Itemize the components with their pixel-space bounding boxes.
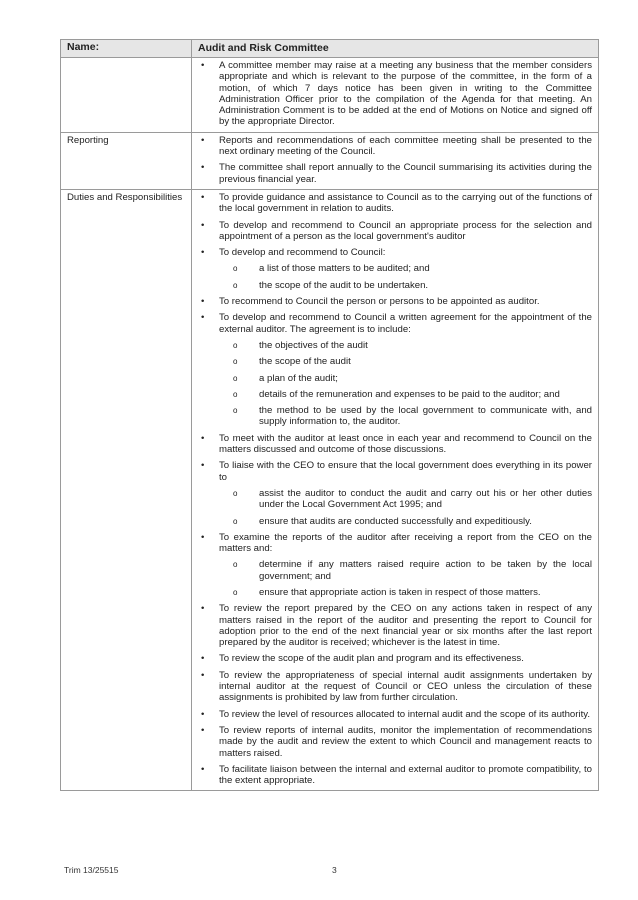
sub-list-item-text: a list of those matters to be audited; and: [259, 263, 430, 275]
bullet-icon: •: [201, 191, 205, 203]
sub-bullet-icon: o: [233, 560, 238, 570]
list-item-text: To develop and recommend to Council:: [219, 247, 386, 259]
list-item: [200, 135, 592, 158]
sub-list-item: [219, 356, 592, 367]
list-item-text: A committee member may raise at a meeting any business that the member considers appropriate and which is relevant to the purpose of the committee, in the form of a motion, of which 7 days notice has been given in writing to the Committee Administration Officer prior to the compilation of the Agenda for that meeting. An Administration Comment is to be added at the end of Motions on Notice and signed off by the appropriate Director.: [219, 60, 592, 128]
sub-list-item-text: the objectives of the audit: [259, 339, 368, 351]
list-item: [200, 670, 592, 704]
sub-list: [219, 488, 592, 527]
sub-list: [219, 340, 592, 428]
sub-list-item-text: the scope of the audit to be undertaken.: [259, 279, 429, 291]
list-item: [200, 162, 592, 185]
bullet-icon: •: [201, 312, 205, 324]
reporting-label: Reporting: [61, 132, 192, 189]
sub-list-item-text: ensure that appropriate action is taken in respect of those matters.: [259, 586, 541, 598]
list-item-text: To liaise with the CEO to ensure that the local government does everything in its power to: [219, 460, 592, 483]
list-item-text: The committee shall report annually to the Council summarising its activities during the previous financial year.: [219, 162, 592, 185]
bullet-icon: •: [201, 60, 205, 71]
sub-bullet-icon: o: [233, 340, 238, 350]
bullet-icon: •: [201, 219, 205, 231]
list-item-text: To develop and recommend to Council an appropriate process for the selection and appointment of a person as the local government's auditor: [219, 219, 592, 242]
bullet-icon: •: [201, 531, 205, 543]
sub-bullet-icon: o: [233, 264, 238, 274]
list-item-text: To examine the reports of the auditor after receiving a report from the CEO on the matters and:: [219, 531, 592, 555]
table-header-row: [61, 40, 599, 58]
sub-bullet-icon: o: [233, 406, 238, 416]
list-item-text: To develop and recommend to Council a written agreement for the appointment of the external auditor. The agreement is to include:: [219, 312, 592, 335]
list-item: [200, 296, 592, 307]
list-item: [200, 60, 592, 128]
page-number: 3: [332, 865, 337, 875]
list-item: [200, 312, 592, 427]
sub-bullet-icon: o: [233, 587, 238, 597]
sub-list-item: [219, 340, 592, 351]
sub-list: [219, 559, 592, 598]
duties-label: Duties and Responsibilities: [61, 189, 192, 790]
sub-list-item-text: the method to be used by the local government to communicate with, and supply information to, the auditor.: [259, 405, 592, 428]
sub-list-item: [219, 389, 592, 400]
list-item-text: To meet with the auditor at least once in each year and recommend to Council on the matters discussed and outcome of those discussions.: [219, 432, 592, 456]
sub-bullet-icon: o: [233, 389, 238, 399]
list-item-text: To review the level of resources allocated to internal audit and the scope of its authority.: [219, 708, 590, 720]
duties-list: [200, 192, 592, 786]
bullet-icon: •: [201, 247, 205, 259]
continuation-label: [61, 58, 192, 133]
list-item: [200, 709, 592, 720]
bullet-icon: •: [201, 653, 205, 665]
sub-list-item: [219, 559, 592, 582]
sub-list-item-text: details of the remuneration and expenses to be paid to the auditor; and: [259, 388, 560, 400]
bullet-icon: •: [201, 460, 205, 472]
sub-list-item: [219, 587, 592, 598]
list-item-text: To review reports of internal audits, monitor the implementation of recommendations made by the audit and review the extent to which Council and management reacts to matters raised.: [219, 724, 592, 759]
bullet-icon: •: [201, 134, 205, 146]
list-item: [200, 192, 592, 215]
bullet-icon: •: [201, 763, 205, 775]
list-item: [200, 764, 592, 787]
name-header: Name:: [61, 40, 192, 58]
bullet-icon: •: [201, 432, 205, 444]
list-item-text: To review the report prepared by the CEO on any actions taken in respect of any matters raised in the report of the auditor and presenting the report to Council for adoption prior to the end of the next financial year or six months after the last report prepared by the auditor is received; whichever is the latest in time.: [219, 603, 592, 649]
bullet-icon: •: [201, 603, 205, 615]
list-item-text: To review the scope of the audit plan and program and its effectiveness.: [219, 653, 524, 665]
sub-bullet-icon: o: [233, 516, 238, 526]
list-item-text: To review the appropriateness of special internal audit assignments undertaken by internal auditor at the request of Council or CEO unless the circulation of these assignments is prohibited by law from further circulation.: [219, 669, 592, 704]
continuation-row: [61, 58, 599, 133]
bullet-icon: •: [201, 708, 205, 720]
duties-row: [61, 189, 599, 790]
list-item: [200, 653, 592, 664]
sub-bullet-icon: o: [233, 357, 238, 367]
sub-list-item: [219, 280, 592, 291]
sub-list-item: [219, 405, 592, 428]
list-item-text: To recommend to Council the person or persons to be appointed as auditor.: [219, 296, 540, 308]
bullet-icon: •: [201, 162, 205, 174]
continuation-list: [200, 60, 592, 128]
sub-list-item: [219, 263, 592, 274]
reporting-list: [200, 135, 592, 185]
sub-bullet-icon: o: [233, 488, 238, 498]
bullet-icon: •: [201, 669, 205, 681]
list-item-text: To facilitate liaison between the internal and external auditor to promote compatibility, to the extent appropriate.: [219, 763, 592, 787]
trim-reference: Trim 13/25515: [64, 865, 119, 875]
list-item: [200, 247, 592, 291]
sub-list-item-text: the scope of the audit: [259, 356, 351, 368]
sub-list-item: [219, 488, 592, 511]
bullet-icon: •: [201, 724, 205, 736]
sub-list-item-text: a plan of the audit;: [259, 372, 338, 384]
list-item: [200, 460, 592, 526]
list-item: [200, 433, 592, 456]
sub-list-item: [219, 516, 592, 527]
list-item: [200, 603, 592, 648]
committee-title: Audit and Risk Committee: [192, 40, 599, 58]
reporting-row: [61, 132, 599, 189]
sub-list-item-text: ensure that audits are conducted successfully and expeditiously.: [259, 515, 532, 527]
sub-list-item-text: determine if any matters raised require action to be taken by the local government; and: [259, 559, 592, 582]
list-item: [200, 220, 592, 243]
sub-list-item-text: assist the auditor to conduct the audit and carry out his or her other duties under the Local Government Act 1995; and: [259, 487, 592, 511]
sub-bullet-icon: o: [233, 280, 238, 290]
committee-table: [60, 39, 599, 791]
list-item: [200, 725, 592, 759]
sub-list-item: [219, 373, 592, 384]
list-item-text: Reports and recommendations of each committee meeting shall be presented to the next ordinary meeting of the Council.: [219, 134, 592, 158]
sub-list: [219, 263, 592, 291]
list-item-text: To provide guidance and assistance to Council as to the carrying out of the functions of the local government in relation to audits.: [219, 191, 592, 215]
sub-bullet-icon: o: [233, 373, 238, 383]
list-item: [200, 532, 592, 598]
bullet-icon: •: [201, 296, 205, 308]
